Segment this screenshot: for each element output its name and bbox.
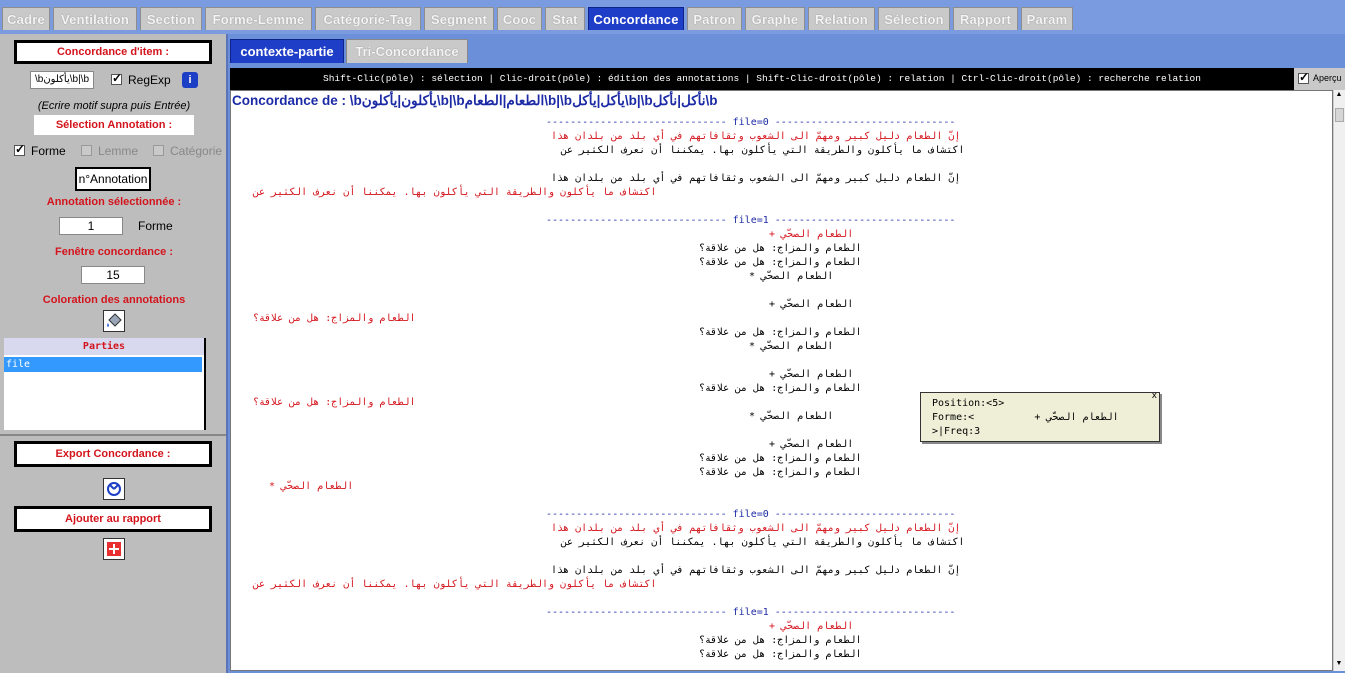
tab-section[interactable]: Section [140, 7, 202, 30]
info-icon[interactable]: i [182, 72, 198, 88]
concordance-line[interactable]: الطعام والمزاج: هل من علاقة؟ [699, 383, 862, 394]
concordance-line[interactable]: الطعام والمزاج: هل من علاقة؟ [699, 243, 862, 254]
coloring-label: Coloration des annotations [42, 294, 186, 306]
parts-header: Parties [4, 338, 204, 355]
concordance-line[interactable]: + الطعام الصحّي [769, 229, 854, 240]
categorie-checkbox[interactable] [153, 145, 164, 156]
concordance-item-title: Concordance d'item : [14, 40, 212, 64]
concordance-line[interactable]: * الطعام الصحّي [749, 271, 834, 282]
lemme-checkbox[interactable] [81, 145, 92, 156]
apercu-label: Aperçu [1313, 73, 1342, 83]
tab-forme-lemme[interactable]: Forme-Lemme [205, 7, 312, 30]
concordance-line[interactable]: إنّ الطعام دليل كبير ومهمّ الى الشعوب وثقافاتهم في أي بلد من بلدان هذا [551, 565, 961, 576]
regexp-label: RegExp [128, 73, 171, 87]
forme-label: Forme [31, 144, 66, 158]
close-icon[interactable]: x [1151, 391, 1157, 401]
subtab-tri-concordance[interactable]: Tri-Concordance [346, 39, 468, 63]
selection-annotation-title: Sélection Annotation : [34, 115, 194, 135]
window-label: Fenêtre concordance : [55, 246, 173, 258]
annotation-tooltip [920, 392, 1160, 442]
parts-item-file[interactable]: file [4, 357, 202, 372]
scroll-thumb[interactable] [1335, 108, 1344, 122]
file-separator: ------------------------------ file=1 ------------------------------ [546, 215, 956, 226]
tab-patron[interactable]: Patron [687, 7, 742, 30]
file-separator: ------------------------------ file=0 ------------------------------ [546, 117, 956, 128]
tab-cooc[interactable]: Cooc [497, 7, 542, 30]
annotation-selected-label: Annotation sélectionnée : [46, 196, 182, 208]
vertical-scrollbar[interactable] [1333, 90, 1345, 671]
concordance-line[interactable]: الطعام والمزاج: هل من علاقة؟ [699, 635, 862, 646]
concordance-line[interactable]: + الطعام الصحّي [769, 621, 854, 632]
concordance-line[interactable]: الطعام والمزاج: هل من علاقة؟ [699, 453, 862, 464]
tooltip-position: Position:<5> [932, 398, 1005, 409]
hint-bar: Shift-Clic(pôle) : sélection | Clic-droit(pôle) : édition des annotations | Shift-Clic-droit(pôle) : relation | Ctrl-Clic-droit(pôle) : recherche relation [230, 68, 1294, 90]
concordance-line[interactable]: الطعام والمزاج: هل من علاقة؟ [699, 649, 862, 660]
tooltip-forme: Forme:< + الطعام الصحّي [932, 412, 1119, 423]
right-panel [228, 34, 1345, 673]
subtab-contexte-partie[interactable]: contexte-partie [230, 39, 344, 63]
tab-param[interactable]: Param [1021, 7, 1073, 30]
scroll-down-icon[interactable]: ▼ [1335, 660, 1343, 667]
concordance-line[interactable]: إنّ الطعام دليل كبير ومهمّ الى الشعوب وثقافاتهم في أي بلد من بلدان هذا [551, 131, 961, 142]
forme-checkbox[interactable] [14, 145, 25, 156]
tab-ventilation[interactable]: Ventilation [53, 7, 137, 30]
apercu-checkbox[interactable] [1298, 73, 1309, 84]
lemme-label: Lemme [98, 144, 139, 158]
concordance-line[interactable]: اكتشاف ما يأكلون والطريقة التي يأكلون بها. يمكننا أن نعرف الكثير عن [253, 187, 657, 198]
concordance-line[interactable]: اكتشاف ما يأكلون والطريقة التي يأكلون بها. يمكننا أن نعرف الكثير عن [253, 579, 657, 590]
concordance-line[interactable]: الطعام والمزاج: هل من علاقة؟ [253, 397, 416, 408]
annotation-selected-type: Forme [138, 219, 173, 233]
file-separator: ------------------------------ file=0 ------------------------------ [546, 509, 956, 520]
scroll-up-icon[interactable]: ▲ [1335, 91, 1343, 98]
tab-selection[interactable]: Sélection [878, 7, 950, 30]
concordance-line[interactable]: الطعام والمزاج: هل من علاقة؟ [699, 327, 862, 338]
concordance-line[interactable]: * الطعام الصحّي [749, 341, 834, 352]
concordance-header: Concordance de : \bيأكلون|يأكلون\b|\bالطعام|الطعام\b|\bيأكل|يأكل\b|\bنأكل|نأكل\b [232, 93, 718, 108]
tab-concordance[interactable]: Concordance [588, 7, 684, 30]
concordance-view[interactable] [230, 90, 1333, 671]
tab-segment[interactable]: Segment [424, 7, 494, 30]
concordance-line[interactable]: * الطعام الصحّي [749, 411, 834, 422]
add-icon[interactable] [103, 538, 125, 560]
categorie-label: Catégorie [170, 144, 223, 158]
concordance-line[interactable]: الطعام والمزاج: هل من علاقة؟ [699, 467, 862, 478]
export-icon[interactable] [103, 478, 125, 500]
main-tab-bar [0, 0, 1345, 34]
tooltip-freq: >|Freq:3 [932, 426, 981, 437]
tab-rapport[interactable]: Rapport [953, 7, 1018, 30]
tab-cadre[interactable]: Cadre [2, 7, 50, 30]
concordance-line[interactable]: + الطعام الصحّي [769, 299, 854, 310]
annotation-number-button[interactable]: n°Annotation [75, 167, 151, 191]
parts-list [4, 338, 206, 430]
concordance-line[interactable]: + الطعام الصحّي [769, 369, 854, 380]
concordance-line[interactable]: + الطعام الصحّي [769, 439, 854, 450]
regexp-checkbox[interactable] [111, 74, 122, 85]
pattern-input[interactable]: \bيأكلون\b|\b [30, 71, 94, 89]
tab-categorie-tag[interactable]: Catégorie-Tag [315, 7, 421, 30]
tab-stat[interactable]: Stat [545, 7, 585, 30]
annotation-selected-input[interactable]: 1 [59, 217, 123, 235]
concordance-line[interactable]: إنّ الطعام دليل كبير ومهمّ الى الشعوب وثقافاتهم في أي بلد من بلدان هذا [551, 173, 961, 184]
tab-graphe[interactable]: Graphe [745, 7, 805, 30]
concordance-line[interactable]: اكتشاف ما يأكلون والطريقة التي يأكلون بها. يمكننا أن نعرف الكثير عن [561, 145, 965, 156]
tab-relation[interactable]: Relation [808, 7, 875, 30]
apercu-area [1294, 68, 1345, 90]
concordance-line[interactable]: اكتشاف ما يأكلون والطريقة التي يأكلون بها. يمكننا أن نعرف الكثير عن [561, 537, 965, 548]
concordance-line[interactable]: الطعام والمزاج: هل من علاقة؟ [253, 313, 416, 324]
concordance-line[interactable]: * الطعام الصحّي [269, 481, 354, 492]
paint-bucket-icon[interactable] [103, 310, 125, 332]
add-report-title: Ajouter au rapport [14, 506, 212, 532]
divider [0, 434, 226, 436]
left-panel [0, 34, 228, 673]
window-input[interactable]: 15 [81, 266, 145, 284]
pattern-hint: (Ecrire motif supra puis Entrée) [37, 100, 191, 112]
concordance-line[interactable]: الطعام والمزاج: هل من علاقة؟ [699, 257, 862, 268]
export-concordance-title: Export Concordance : [14, 441, 212, 467]
concordance-line[interactable]: إنّ الطعام دليل كبير ومهمّ الى الشعوب وثقافاتهم في أي بلد من بلدان هذا [551, 523, 961, 534]
file-separator: ------------------------------ file=1 ------------------------------ [546, 607, 956, 618]
